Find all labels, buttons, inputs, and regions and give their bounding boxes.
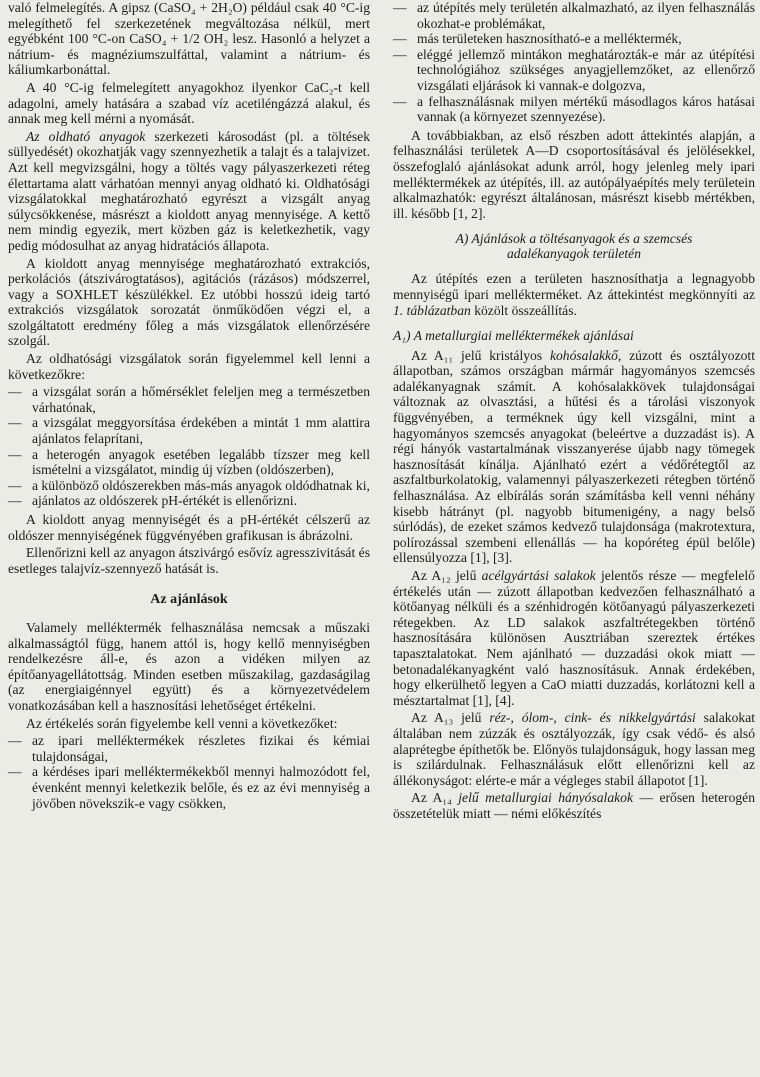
bullet-list	[8, 733, 370, 811]
paragraph: Ellenőrizni kell az anyagon átszivárgó esővíz agresszivitását és esetleges talajvíz-szennyező hatását is.	[8, 545, 370, 576]
paragraph	[393, 348, 755, 566]
paragraph: A kioldott anyag mennyisége meghatározható extrakciós, perkolációs (átszivárogtatásos), agitációs (rázásos) módszerrel, vagy a SOXHLET készülékkel. Ez utóbbi hosszú ideig tartó extrakciós vizsgálatok sorozatát önműködően végzi el, a szolgáltatott eredmény főleg a más vizsgálatok ellenőrzésére szolgál.	[8, 255, 370, 349]
list-item: — a különböző oldószerekben más-más anyagok oldódhatnak ki,	[8, 478, 370, 494]
text-run: Az A₁₂ jelű	[411, 568, 482, 583]
emphasis: 1. táblázatban	[393, 302, 471, 318]
text-run: Az útépítés ezen a területen hasznosíthatja a legnagyobb mennyiségű ipari mellékterméket. Az áttekintést megkönnyíti az	[393, 271, 755, 302]
bullet-list	[393, 0, 755, 125]
text-run: szerkezeti károsodást (pl. a töltések süllyedését) okozhatják vagy szennyezhetik a talajt és a talajvizet. Azt kell megvizsgálni, hogy a töltés vagy pályaszerkezeti réteg élettartama alatt várhatóan mennyi anyag oldható ki. Oldhatósági vizsgálatokkal meghatározható egyrészt a vizsgált anyag súlycsökkenése, másrészt a kioldott anyag mennyisége. A kettő nem mindig egyezik, mert közben gáz is keletkezhetik, vagy pedig módosulhat az anyag hidratációs állapota.	[8, 128, 371, 253]
text-run: salakokat általában nem zúzzák és osztályozzák, így csak védő- és alsó alaprétegbe építhetők be. Előnyös tulajdonságuk, hogy lassan meg is szilárdulnak. Felhasználásuk előtt ellenőrizni kell az állékonyságot: elérte-e már a végleges stabil állapotot [1].	[393, 710, 756, 788]
text-run: Az A₁₁ jelű kristályos	[411, 347, 550, 363]
left-column	[8, 0, 370, 814]
list-item: — eléggé jellemző mintákon meghatározták-e már az útépítési technológiához szükséges anyagjellemzőket, az ellenőrző vizsgálati eljárások ki vannak-e dolgozva,	[393, 47, 755, 94]
text-run: Az A₁₃ jelű	[411, 710, 490, 726]
heading-line: A) Ajánlások a töltésanyagok és a szemcsés	[455, 231, 693, 247]
paragraph: Az értékelés során figyelembe kell venni a következőket:	[26, 715, 338, 731]
emphasis: Az oldható anyagok	[26, 128, 146, 144]
subsection-heading	[393, 231, 755, 261]
list-item: — ajánlatos az oldószerek pH-értékét is ellenőrizni.	[8, 493, 370, 509]
list-item: — az ipari melléktermékek részletes fizikai és kémiai tulajdonságai,	[8, 733, 370, 764]
right-column	[393, 0, 755, 824]
emphasis: kohósalakkő,	[549, 347, 622, 363]
paragraph	[393, 790, 755, 821]
paragraph: A 40 °C-ig felmelegített anyagokhoz ilyenkor CaC₂-t kell adagolni, amely hatására a szabad víz acetiléngázzá alakul, és annak meg kell mérni a nyomását.	[8, 79, 370, 127]
paragraph: A kioldott anyag mennyiségét és a pH-értékét célszerű az oldószer mennyiségének függvényében grafikusan is ábrázolni.	[8, 512, 370, 543]
emphasis: réz-, ólom-, cink- és nikkelgyártási	[489, 710, 696, 726]
list-item: — a kérdéses ipari melléktermékekből mennyi halmozódott fel, évenként mennyi keletkezik belőle, és ez az évi mennyiség a jövőben növekszik-e vagy csökken,	[8, 764, 370, 811]
list-item: — a felhasználásnak milyen mértékű másodlagos káros hatásai vannak (a környezet szennyezése).	[393, 94, 755, 125]
list-item: — más területeken hasznosítható-e a melléktermék,	[393, 31, 755, 47]
text-run: zúzott és osztályozott állapotban, számos országban mármár hagyományos szemcsés adalékanyagnak számít. A kohósalakkövek tulajdonságai változnak az olvasztási, a hűtési és a tárolási viszonyok függvényében, a terméknek úgy kell vizsgálni, mint a hagyományos szemcsés anyagokat (beleértve a duzzadást is). A régi hányók vastartalmának visszanyerése újabb nagy tömegek hasznosítását kínálja. Ajánlható ezért a védőrétegtől az aszfaltburkolatokig, valamennyi pályaszerkezeti rétegben történő felhasználása. Az elbírálás során számításba kell venni néhány kisebb hátrányt (pl. nagyobb bitumenigény, a nagy belső súrlódás), de ezeket számos kedvező tulajdonsága (makrotextura, polírozással szembeni ellenállás — ha kopóréteg épül belőle) ellensúlyozza [1], [3].	[393, 347, 755, 566]
bullet-list	[8, 384, 370, 509]
list-item: — az útépítés mely területén alkalmazható, az ilyen felhasználás okozhat-e problémákat,	[393, 0, 755, 31]
list-item: — a vizsgálat során a hőmérséklet feleljen meg a természetben várhatónak,	[8, 384, 370, 415]
list-item: — a heterogén anyagok esetében legalább tízszer meg kell ismételni a vizsgálatot, mindig új vízben (oldószerben),	[8, 447, 370, 478]
paragraph: Valamely melléktermék felhasználása nemcsak a műszaki alkalmasságtól függ, hanem attól is, hogy kellő mennyiségben rendelkezésre áll-e, és azon a vidéken milyen az építőanyagellátottság. Minden esetben műszakilag, gazdaságilag (az energiaigénnyel együtt) és a környezetvédelem vonatkozásában kell a hasznosítási lehetőséget értékelni.	[8, 619, 370, 713]
text-run: — erősen heterogén összetételük miatt — némi előkészítés	[393, 790, 756, 821]
paragraph: való felmelegítés. A gipsz (CaSO₄ + 2H₂O) például csak 40 °C-ig melegíthető fel szerkezetének megváltozása nélkül, mert egyébként 100 °C-on CaSO₄ + 1/2 OH₂ lesz. Hasonló a helyzet a nátrium- és magnéziumszulfáttal, valamint a nátrium- és káliumkarbonáttal.	[8, 0, 370, 78]
text-run: jelentős része — megfelelő értékelés után — zúzott állapotban kedvezően felhasználható a kötőanyag nélküli és a szénhidrogén kötőanyagú pályaszerkezeti rétegekben. Az LD salakok aszfaltrétegekben történő hasznosítására különösen Ausztriában szereztek értékes tapasztalatokat. Nem ajánlható — duzzadási okok miatt — betonadalékanyagként való hasznosításuk. Annak érdekében, hogy elkerülhető legyen a CaO miatti duzzadás, korlátozni kell a mésztartalmat [1], [4].	[393, 568, 755, 708]
paragraph: A továbbiakban, az első részben adott áttekintés alapján, a felhasználási területek A—D csoportosításával és jelölésekkel, összefoglaló ajánlásokat adunk arról, hogy jelenleg mely ipari melléktermékek az útépítés, ill. az autópályaépítés mely területein alkalmazhatók: egyrészt általánosan, másrészt kisebb mértékben, ill. később [1, 2].	[393, 127, 755, 221]
paragraph: Az oldhatósági vizsgálatok során figyelemmel kell lenni a következőkre:	[8, 351, 370, 382]
paragraph	[393, 710, 755, 788]
section-heading: Az ajánlások	[150, 592, 228, 608]
paragraph	[8, 129, 370, 254]
heading-line: adalékanyagok területén	[507, 246, 641, 262]
emphasis: acélgyártási salakok	[481, 568, 596, 583]
list-item: — a vizsgálat meggyorsítása érdekében a mintát 1 mm alattira ajánlatos felaprítani,	[8, 415, 370, 446]
text-run: közölt összeállítás.	[470, 302, 577, 318]
emphasis: jelű metallurgiai hányósalakok	[458, 790, 634, 806]
paragraph	[393, 271, 755, 318]
text-run: Az A₁₄	[411, 790, 459, 806]
subsection-heading: A₁) A metallurgiai melléktermékek ajánlásai	[393, 328, 634, 344]
paragraph	[393, 568, 755, 708]
